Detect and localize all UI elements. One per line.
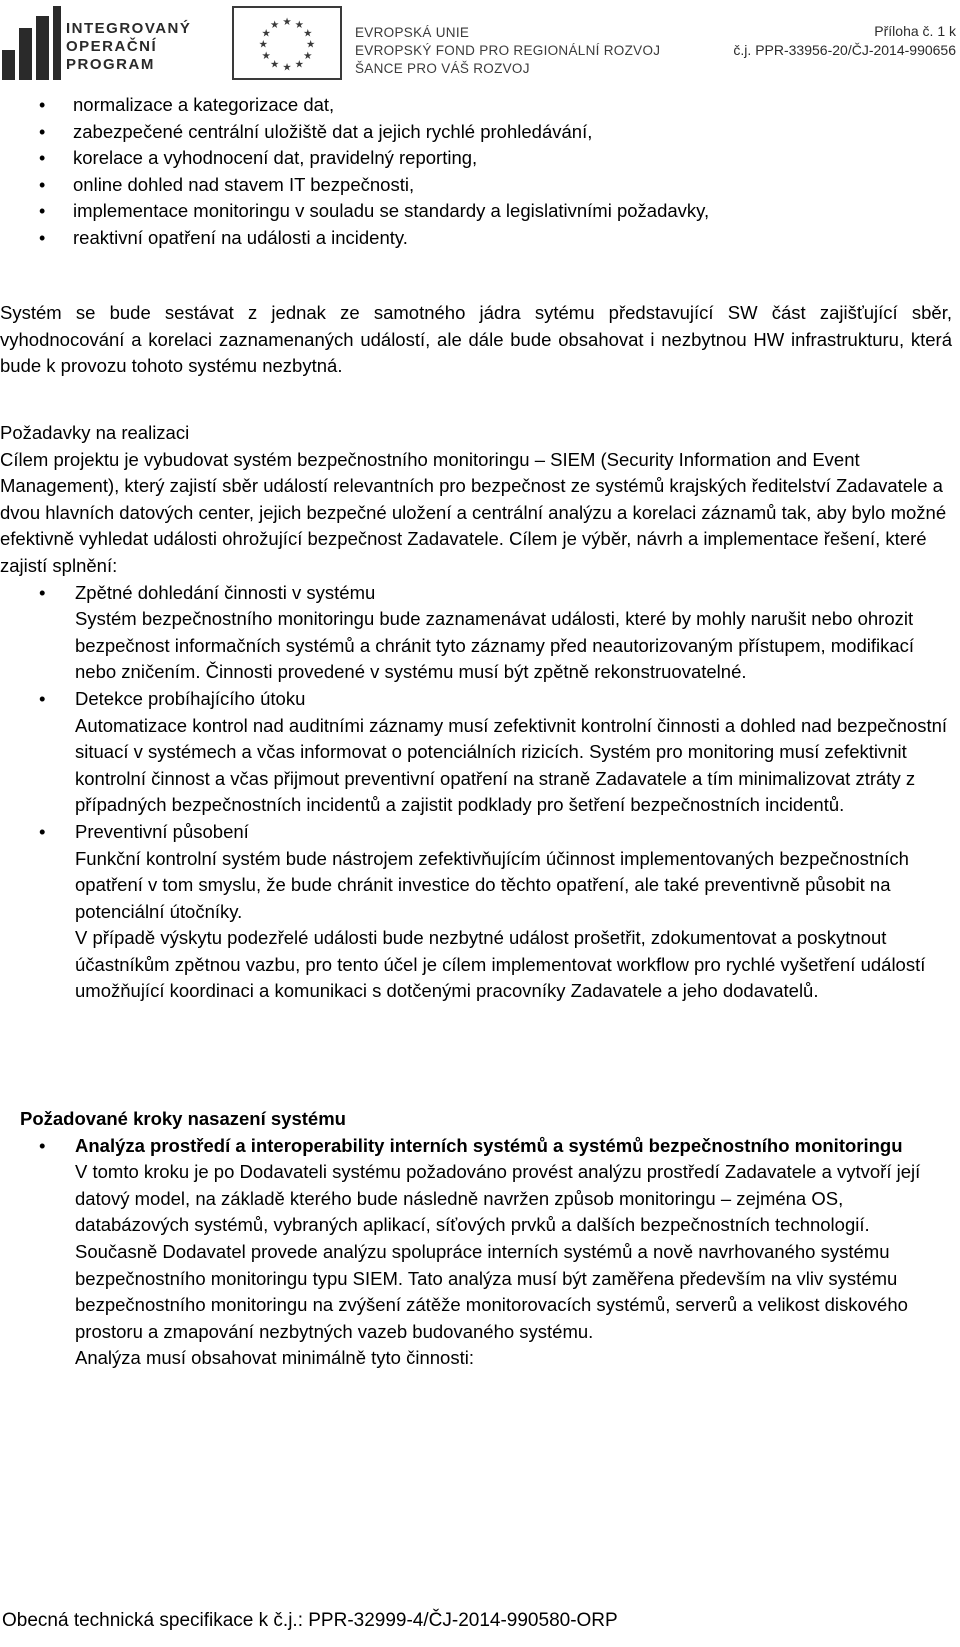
list-item: • reaktivní opatření na události a incidenty. [0, 225, 960, 252]
requirement-body: Systém bezpečnostního monitoringu bude zaznamenávat události, které by mohly narušit nebo ohrozit bezpečnost informačních systémů a chránit tyto záznamy před neautorizovaným přístupem, modifikací nebo zničením. Činnosti provedené v systému musí být zpětně rekonstruovatelné. [75, 608, 915, 683]
bullet-icon: • [39, 1134, 46, 1156]
svg-text:★: ★ [282, 16, 292, 29]
requirements-text: Cílem projektu je vybudovat systém bezpečnostního monitoringu – SIEM (Security Information and Event Management), který zajistí sběr událostí relevantních pro bezpečnost ze systémů krajských ředitelství Zadavatele a dvou hlavních datových center, jejich bezpečné uložení a centrální analýzu a korelaci záznamů tak, aby bylo možné efektivně vyhledat události ohrožující bezpečnost Zadavatele. Cílem je výběr, návrh a implementace řešení, které zajistí splnění: [0, 448, 947, 576]
eu-flag-icon [232, 6, 342, 80]
svg-text:★: ★ [270, 18, 280, 31]
requirement-title: Zpětné dohledání činnosti v systému [75, 581, 376, 603]
page-footer: Obecná technická specifikace k č.j.: PPR-32999-4/ČJ-2014-990580-ORP [2, 1610, 618, 1631]
svg-text:★: ★ [303, 27, 313, 40]
iop-bars-icon [2, 6, 62, 80]
bullet-icon: • [39, 121, 46, 142]
iop-logo-line-1: INTEGROVANÝ [66, 20, 192, 37]
bullet-icon: • [39, 95, 46, 115]
requirements-heading: Požadavky na realizaci [0, 422, 190, 443]
svg-text:★: ★ [303, 50, 313, 63]
list-item: • online dohled nad stavem IT bezpečnosti, [0, 172, 960, 199]
bullet-icon: • [39, 227, 46, 248]
step-paragraph: Analýza musí obsahovat minimálně tyto činnosti: [75, 1347, 474, 1369]
svg-text:★: ★ [305, 38, 316, 51]
intro-bullet-list [0, 92, 960, 252]
iop-logo-line-2: OPERAČNÍ [66, 38, 158, 55]
deployment-steps-section [20, 1106, 952, 1372]
requirement-body: V případě výskytu podezřelé události bude nezbytné událost prošetřit, zdokumentovat a poskytnout účastníkům zpětnou vazbu, pro tento účel je cílem implementovat workflow pro rychlé vyšetření událostí umožňující koordinaci a komunikaci s dotčenými pracovníky Zadavatele a jeho dodavatelů. [75, 927, 926, 1002]
step-title: Analýza prostředí a interoperability interních systémů a systémů bezpečnostního monitoringu [75, 1134, 903, 1156]
list-item: • zabezpečené centrální uložiště dat a jejich rychlé prohledávání, [0, 119, 960, 146]
bullet-icon: • [39, 820, 46, 842]
requirement-item [0, 819, 952, 1005]
requirement-body: Funkční kontrolní systém bude nástrojem zefektivňujícím účinnost implementovaných bezpečnostních opatření v tom smyslu, že bude chránit investice do těchto opatření, ale také preventivně působit na potenciální útočníky. [75, 847, 909, 922]
list-item: • korelace a vyhodnocení dat, pravidelný reporting, [0, 145, 960, 172]
bullet-icon: • [39, 581, 46, 603]
step-item [20, 1133, 952, 1372]
annex-ref: č.j. PPR-33956-20/ČJ-2014-990656 [733, 42, 956, 58]
svg-text:★: ★ [282, 61, 292, 74]
requirement-title: Detekce probíhajícího útoku [75, 687, 306, 709]
bullet-icon: • [39, 687, 46, 709]
requirement-body: Automatizace kontrol nad auditními záznamy musí zefektivnit kontrolní činnosti a dohled nad bezpečnostní situací v systémech a včas informovat o potenciálních rizicích. Systém pro monitoring musí zefektivnit kontrolní činnost a včas přijmout preventivní opatření na straně Zadavatele a tím minimalizovat ztráty z případných bezpečnostních incidentů a zajistit podklady pro šetření bezpečnostních incidentů. [75, 714, 948, 816]
list-item: • implementace monitoringu v souladu se standardy a legislativními požadavky, [0, 198, 960, 225]
requirement-item [0, 580, 952, 686]
requirements-section [0, 420, 952, 1005]
eu-logo-text [355, 24, 660, 78]
svg-text:★: ★ [294, 18, 304, 31]
requirement-title: Preventivní působení [75, 820, 249, 842]
list-item: • normalizace a kategorizace dat, [0, 92, 960, 119]
page-header [0, 0, 960, 86]
bullet-icon: • [39, 148, 46, 169]
iop-logo [2, 6, 224, 80]
svg-text:★: ★ [258, 38, 269, 51]
svg-text:★: ★ [261, 27, 271, 40]
eu-line-1: EVROPSKÁ UNIE [355, 25, 470, 40]
annex-reference [733, 22, 956, 60]
step-paragraph: Současně Dodavatel provede analýzu spolupráce interních systémů a nově navrhovaného systému bezpečnostního monitoringu typu SIEM. Tato analýza musí být zaměřena především na vliv systému bezpečnostního monitoringu na zvýšení zátěže monitorovacích systémů, serverů a velikost diskového prostoru a zmapování nezbytných vazeb budovaného systému. [75, 1240, 908, 1342]
system-paragraph: Systém se bude sestávat z jednak ze samotného jádra sytému představující SW část zajišťující sběr, vyhodnocování a korelaci zaznamenaných událostí, ale dále bude obsahovat i nezbytnou HW infrastrukturu, která bude k provozu tohoto systému nezbytná. [0, 302, 952, 377]
svg-text:★: ★ [261, 50, 271, 63]
eu-line-2: EVROPSKÝ FOND PRO REGIONÁLNÍ ROZVOJ [355, 43, 661, 58]
eu-line-3: ŠANCE PRO VÁŠ ROZVOJ [355, 61, 530, 76]
svg-text:★: ★ [270, 58, 280, 71]
bullet-icon: • [39, 174, 46, 195]
bullet-icon: • [39, 201, 46, 222]
step-paragraph: V tomto kroku je po Dodavateli systému požadováno provést analýzu prostředí Zadavatele a vytvoří její datový model, na základě kterého bude následně navržen způsob monitoringu – zejména OS, databázových systémů, vybraných aplikací, síťových prvků a dalších bezpečnostních technologií. [75, 1161, 921, 1236]
svg-text:★: ★ [294, 58, 304, 71]
steps-heading: Požadované kroky nasazení systému [20, 1108, 346, 1129]
iop-logo-line-3: PROGRAM [66, 56, 155, 73]
requirement-item [0, 686, 952, 819]
annex-title: Příloha č. 1 k [874, 23, 956, 39]
